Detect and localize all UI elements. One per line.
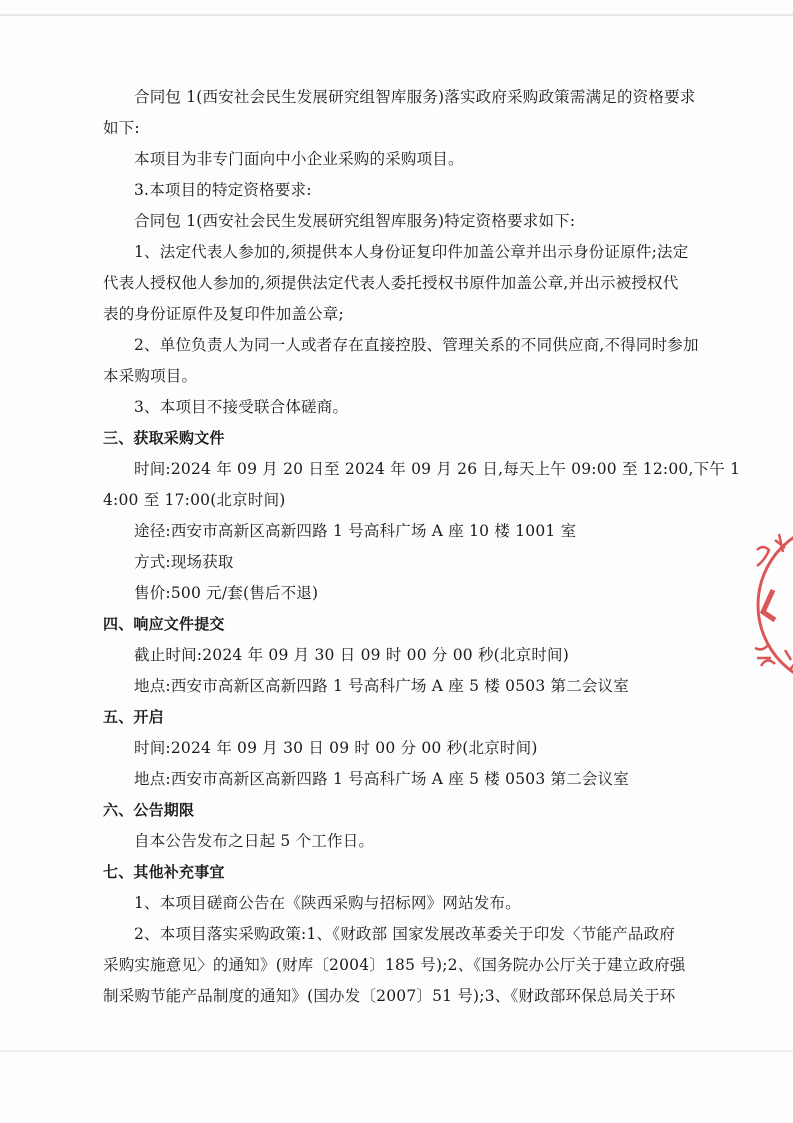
scan-edge-top [0,14,793,16]
text-line: 时间:2024 年 09 月 20 日至 2024 年 09 月 26 日,每天上午 09:00 至 12:00,下午 1 [134,460,741,478]
text-line: 合同包 1(西安社会民生发展研究组智库服务)落实政府采购政策需满足的资格要求 [134,88,696,106]
text-line: 4:00 至 17:00(北京时间) [103,491,286,509]
text-line: 合同包 1(西安社会民生发展研究组智库服务)特定资格要求如下: [134,212,576,230]
scan-edge-bottom [0,1050,793,1052]
text-line: 如下: [103,119,140,137]
section-heading: 四、响应文件提交 [103,615,225,633]
section-heading: 六、公告期限 [103,801,195,819]
text-line: 途径:西安市高新区高新四路 1 号高科广场 A 座 10 楼 1001 室 [134,522,577,540]
text-line: 2、本项目落实采购政策:1、《财政部 国家发展改革委关于印发〈节能产品政府 [134,925,676,943]
text-line: 3.本项目的特定资格要求: [134,181,312,199]
text-line: 自本公告发布之日起 5 个工作日。 [134,832,375,850]
text-line: 本项目为非专门面向中小企业采购的采购项目。 [134,150,464,168]
text-line: 代表人授权他人参加的,须提供法定代表人委托授权书原件加盖公章,并出示被授权代 [103,274,679,292]
text-line: 制采购节能产品制度的通知》(国办发〔2007〕51 号);3、《财政部环保总局关于环 [103,987,676,1005]
text-line: 地点:西安市高新区高新四路 1 号高科广场 A 座 5 楼 0503 第二会议室 [134,770,630,788]
official-seal-stamp [745,520,793,690]
text-line: 时间:2024 年 09 月 30 日 09 时 00 分 00 秒(北京时间) [134,739,538,757]
text-line: 方式:现场获取 [134,553,234,571]
text-line: 地点:西安市高新区高新四路 1 号高科广场 A 座 5 楼 0503 第二会议室 [134,677,630,695]
section-heading: 五、开启 [103,708,164,726]
text-line: 本采购项目。 [103,367,198,385]
text-line: 截止时间:2024 年 09 月 30 日 09 时 00 分 00 秒(北京时间) [134,646,569,664]
text-line: 1、本项目磋商公告在《陕西采购与招标网》网站发布。 [134,894,521,912]
text-line: 表的身份证原件及复印件加盖公章; [103,305,344,323]
text-line: 采购实施意见〉的通知》(财库〔2004〕185 号);2、《国务院办公厅关于建立政府强 [103,956,686,974]
text-line: 3、本项目不接受联合体磋商。 [134,398,349,416]
section-heading: 七、其他补充事宜 [103,863,225,881]
text-line: 2、单位负责人为同一人或者存在直接控股、管理关系的不同供应商,不得同时参加 [134,336,699,354]
text-line: 1、法定代表人参加的,须提供本人身份证复印件加盖公章并出示身份证原件;法定 [134,243,689,261]
section-heading: 三、获取采购文件 [103,429,225,447]
text-line: 售价:500 元/套(售后不退) [134,584,319,602]
